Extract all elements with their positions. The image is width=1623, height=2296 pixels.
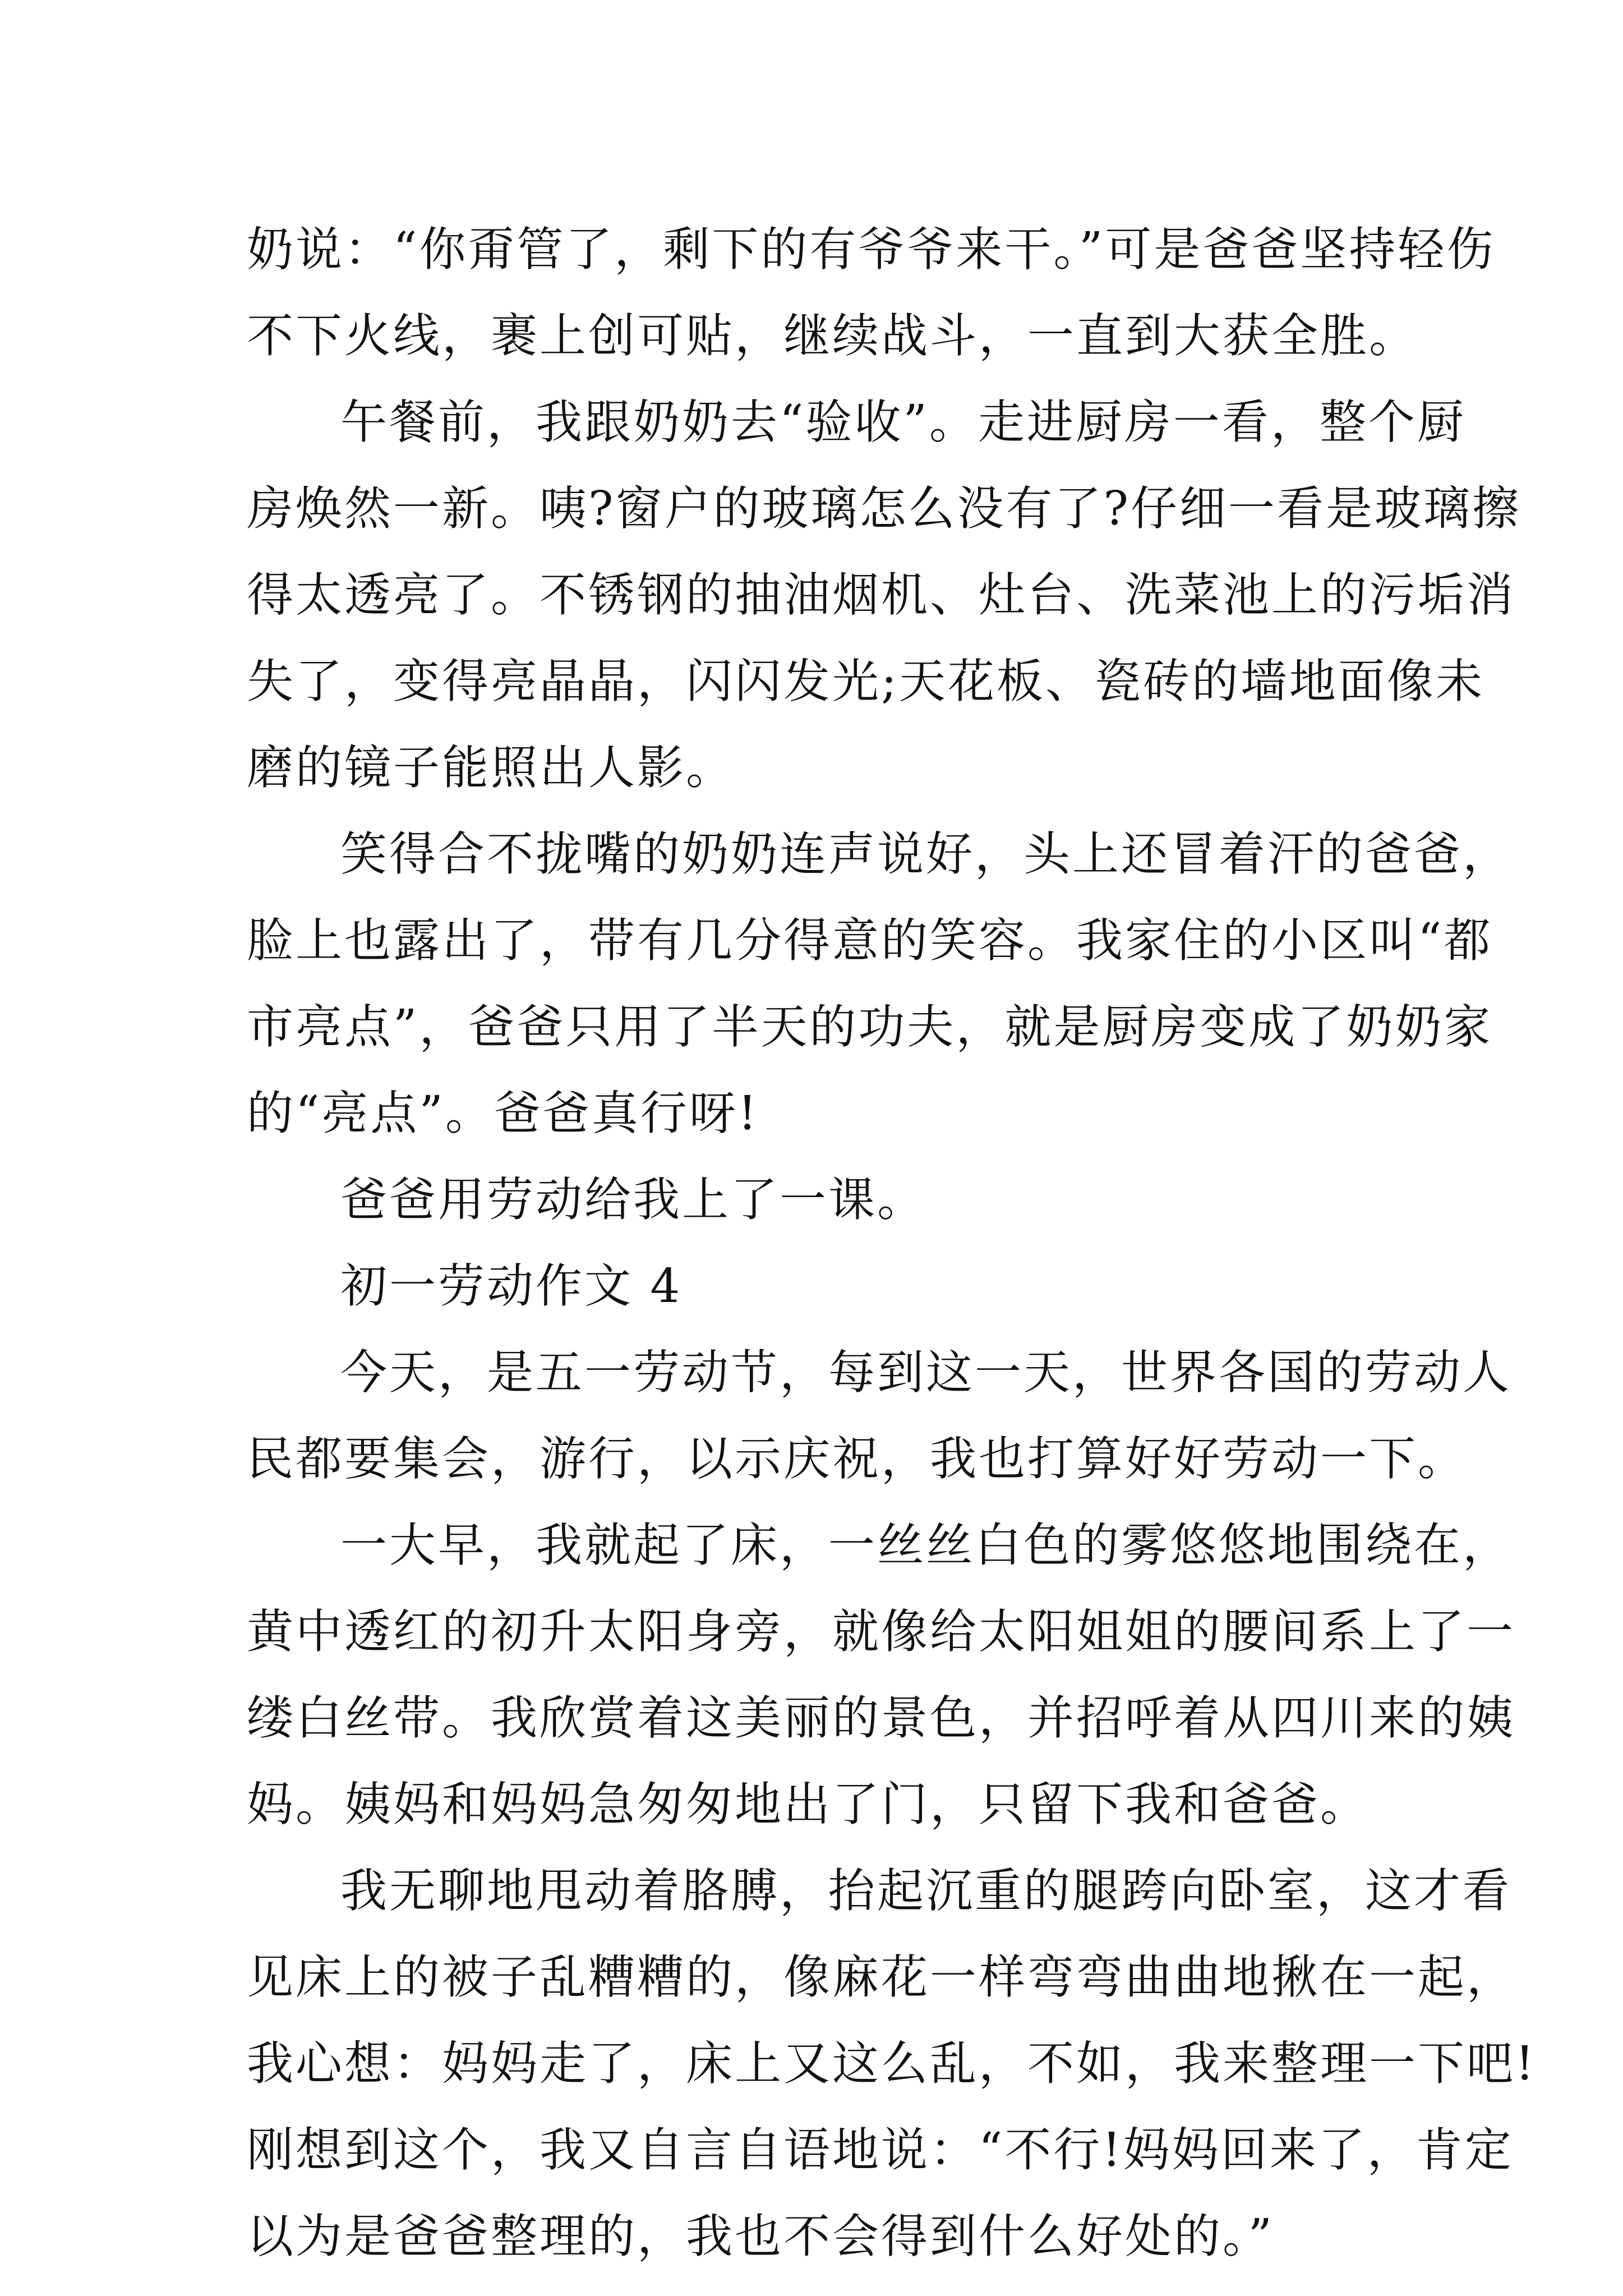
text-line: 爸爸用劳动给我上了一课。 (340, 1172, 926, 1227)
text-line: 民都要集会，游行，以示庆祝，我也打算好好劳动一下。 (247, 1432, 1467, 1486)
text-line: 市亮点”，爸爸只用了半天的功夫，就是厨房变成了奶奶家 (247, 1000, 1493, 1054)
text-line: 一大早，我就起了床，一丝丝白色的雾悠悠地围绕在， (340, 1518, 1511, 1572)
text-line: 我心想：妈妈走了，床上又这么乱，不如，我来整理一下吧! (247, 2036, 1537, 2091)
text-line: 妈。姨妈和妈妈急匆匆地出了门，只留下我和爸爸。 (247, 1777, 1369, 1832)
text-line: 失了，变得亮晶晶，闪闪发光;天花板、瓷砖的墙地面像未 (247, 654, 1484, 708)
text-line: 房焕然一新。咦?窗户的玻璃怎么没有了?仔细一看是玻璃擦 (247, 481, 1521, 536)
text-line: 见床上的被子乱糟糟的，像麻花一样弯弯曲曲地揪在一起， (247, 1950, 1515, 2004)
text-line: 今天，是五一劳动节，每到这一天，世界各国的劳动人 (340, 1345, 1511, 1400)
text-line: 得太透亮了。不锈钢的抽油烟机、灶台、洗菜池上的污垢消 (247, 568, 1515, 622)
section-heading: 初一劳动作文 4 (340, 1259, 683, 1313)
text-line: 午餐前，我跟奶奶去“验收”。走进厨房一看，整个厨 (340, 395, 1466, 449)
text-line: 脸上也露出了，带有几分得意的笑容。我家住的小区叫“都 (247, 913, 1493, 968)
text-line: 黄中透红的初升太阳身旁，就像给太阳姐姐的腰间系上了一 (247, 1604, 1515, 1659)
text-line: 刚想到这个，我又自言自语地说：“不行!妈妈回来了，肯定 (247, 2123, 1514, 2177)
text-line: 不下火线，裹上创可贴，继续战斗，一直到大获全胜。 (247, 309, 1418, 363)
text-line: 我无聊地甩动着胳膊，抬起沉重的腿跨向卧室，这才看 (340, 1864, 1511, 1918)
text-line: 的“亮点”。爸爸真行呀! (247, 1086, 759, 1140)
text-line: 奶说：“你甭管了，剩下的有爷爷来干。”可是爸爸坚持轻伤 (247, 222, 1496, 277)
text-line: 笑得合不拢嘴的奶奶连声说好，头上还冒着汗的爸爸， (340, 827, 1511, 881)
text-line: 以为是爸爸整理的，我也不会得到什么好处的。” (247, 2209, 1274, 2263)
text-line: 磨的镜子能照出人影。 (247, 740, 735, 795)
document-body (247, 206, 1537, 2280)
text-line: 缕白丝带。我欣赏着这美丽的景色，并招呼着从四川来的姨 (247, 1691, 1515, 1745)
